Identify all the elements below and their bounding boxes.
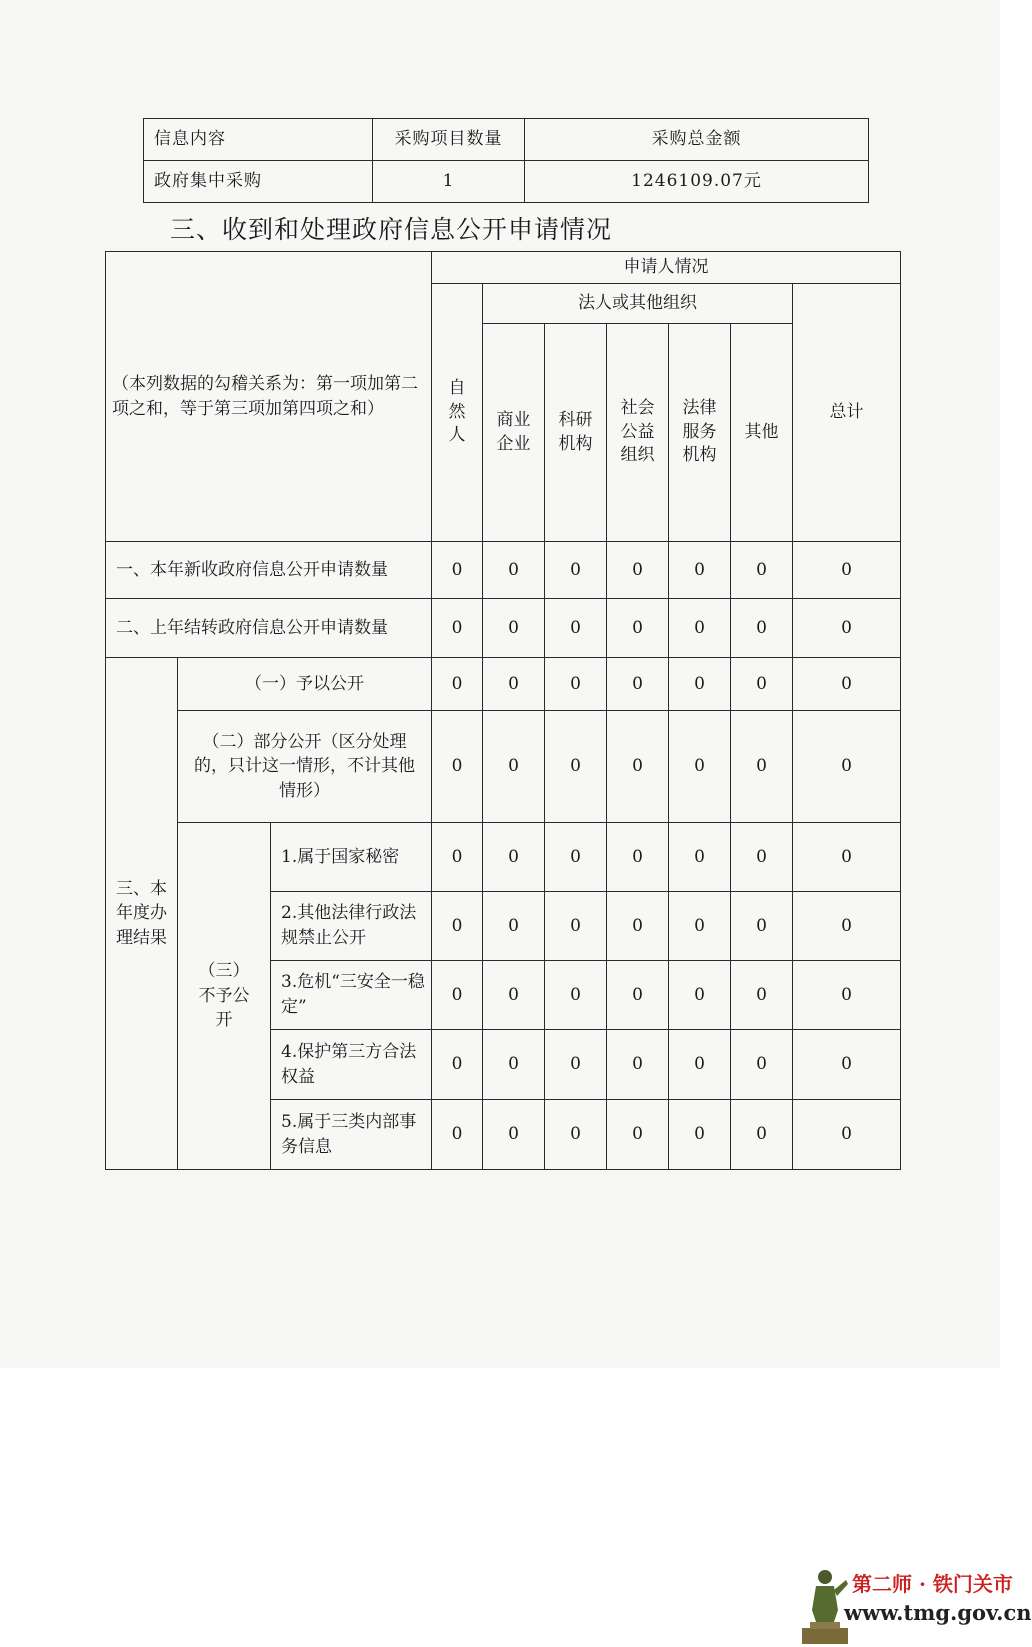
row-label: 2.其他法律行政法规禁止公开 xyxy=(271,892,432,961)
value-cell: 0 xyxy=(545,892,607,961)
table-row xyxy=(106,599,901,658)
note-cell xyxy=(106,252,432,542)
value-cell: 0 xyxy=(607,599,669,658)
value-cell: 0 xyxy=(483,711,545,823)
value-cell: 0 xyxy=(607,892,669,961)
legal-service-header: 法律服务机构 xyxy=(669,324,731,542)
value-cell: 0 xyxy=(483,1100,545,1170)
value-cell: 0 xyxy=(731,658,793,711)
table-cell: 1 xyxy=(373,161,525,203)
statue-icon xyxy=(802,1564,848,1644)
value-cell: 0 xyxy=(793,542,901,599)
value-cell: 0 xyxy=(731,1100,793,1170)
value-cell: 0 xyxy=(432,1030,483,1100)
value-cell: 0 xyxy=(669,823,731,892)
value-cell: 0 xyxy=(607,1030,669,1100)
value-cell: 0 xyxy=(793,711,901,823)
value-cell: 0 xyxy=(607,711,669,823)
value-cell: 0 xyxy=(432,599,483,658)
value-cell: 0 xyxy=(793,961,901,1030)
table-row xyxy=(106,658,901,711)
table-cell: 政府集中采购 xyxy=(144,161,373,203)
header-cell: 信息内容 xyxy=(144,119,373,161)
row-label: 4.保护第三方合法权益 xyxy=(271,1030,432,1100)
value-cell: 0 xyxy=(432,711,483,823)
table-cell: 1246109.07元 xyxy=(525,161,869,203)
row-label: （一）予以公开 xyxy=(178,658,432,711)
row-label: 二、上年结转政府信息公开申请数量 xyxy=(106,599,432,658)
results-group-label: 三、本年度办理结果 xyxy=(106,658,178,1170)
row-label: 1.属于国家秘密 xyxy=(271,823,432,892)
value-cell: 0 xyxy=(545,823,607,892)
value-cell: 0 xyxy=(607,1100,669,1170)
value-cell: 0 xyxy=(483,892,545,961)
value-cell: 0 xyxy=(483,1030,545,1100)
table-row xyxy=(106,542,901,599)
value-cell: 0 xyxy=(607,961,669,1030)
value-cell: 0 xyxy=(793,658,901,711)
site-logo[interactable] xyxy=(802,1562,1032,1647)
table-row xyxy=(106,252,901,284)
value-cell: 0 xyxy=(669,599,731,658)
value-cell: 0 xyxy=(607,823,669,892)
logo-title: 第二师 · 铁门关市 xyxy=(852,1572,1013,1596)
value-cell: 0 xyxy=(731,711,793,823)
value-cell: 0 xyxy=(731,892,793,961)
value-cell: 0 xyxy=(669,658,731,711)
value-cell: 0 xyxy=(731,599,793,658)
applicant-situation-header: 申请人情况 xyxy=(432,252,901,284)
social-welfare-header: 社会公益组织 xyxy=(607,324,669,542)
value-cell: 0 xyxy=(669,1100,731,1170)
total-header: 总计 xyxy=(793,284,901,542)
value-cell: 0 xyxy=(607,658,669,711)
header-cell: 采购总金额 xyxy=(525,119,869,161)
value-cell: 0 xyxy=(483,542,545,599)
value-cell: 0 xyxy=(669,1030,731,1100)
value-cell: 0 xyxy=(432,961,483,1030)
other-header: 其他 xyxy=(731,324,793,542)
value-cell: 0 xyxy=(793,823,901,892)
value-cell: 0 xyxy=(731,823,793,892)
value-cell: 0 xyxy=(669,711,731,823)
section-heading: 三、收到和处理政府信息公开申请情况 xyxy=(170,215,613,244)
value-cell: 0 xyxy=(545,599,607,658)
value-cell: 0 xyxy=(793,1030,901,1100)
row-label: 一、本年新收政府信息公开申请数量 xyxy=(106,542,432,599)
value-cell: 0 xyxy=(731,542,793,599)
table-row xyxy=(106,823,901,892)
value-cell: 0 xyxy=(669,961,731,1030)
application-table xyxy=(105,251,901,1170)
value-cell: 0 xyxy=(669,542,731,599)
value-cell: 0 xyxy=(483,823,545,892)
row-label: 5.属于三类内部事务信息 xyxy=(271,1100,432,1170)
value-cell: 0 xyxy=(432,892,483,961)
row-label: （二）部分公开（区分处理的，只计这一情形，不计其他情形） xyxy=(178,711,432,823)
table-row xyxy=(144,161,869,203)
row-label: 3.危机“三安全一稳定” xyxy=(271,961,432,1030)
logo-url: www.tmg.gov.cn xyxy=(844,1600,1032,1625)
value-cell: 0 xyxy=(545,961,607,1030)
value-cell: 0 xyxy=(545,658,607,711)
natural-person-header: 自然人 xyxy=(432,284,483,542)
value-cell: 0 xyxy=(483,599,545,658)
value-cell: 0 xyxy=(793,1100,901,1170)
value-cell: 0 xyxy=(432,658,483,711)
value-cell: 0 xyxy=(545,542,607,599)
value-cell: 0 xyxy=(545,1030,607,1100)
value-cell: 0 xyxy=(607,542,669,599)
header-cell: 采购项目数量 xyxy=(373,119,525,161)
not-public-group-label: （三）不予公开 xyxy=(178,823,271,1170)
value-cell: 0 xyxy=(731,1030,793,1100)
value-cell: 0 xyxy=(432,542,483,599)
table-row xyxy=(106,711,901,823)
value-cell: 0 xyxy=(483,658,545,711)
value-cell: 0 xyxy=(545,1100,607,1170)
value-cell: 0 xyxy=(793,599,901,658)
legal-persons-header: 法人或其他组织 xyxy=(483,284,793,324)
research-header: 科研机构 xyxy=(545,324,607,542)
business-header: 商业企业 xyxy=(483,324,545,542)
table-row xyxy=(144,119,869,161)
value-cell: 0 xyxy=(432,823,483,892)
value-cell: 0 xyxy=(669,892,731,961)
procurement-table xyxy=(143,118,869,203)
note-text: （本列数据的勾稽关系为：第一项加第二项之和，等于第三项加第四项之和） xyxy=(112,373,418,419)
value-cell: 0 xyxy=(731,961,793,1030)
value-cell: 0 xyxy=(545,711,607,823)
value-cell: 0 xyxy=(432,1100,483,1170)
value-cell: 0 xyxy=(483,961,545,1030)
value-cell: 0 xyxy=(793,892,901,961)
